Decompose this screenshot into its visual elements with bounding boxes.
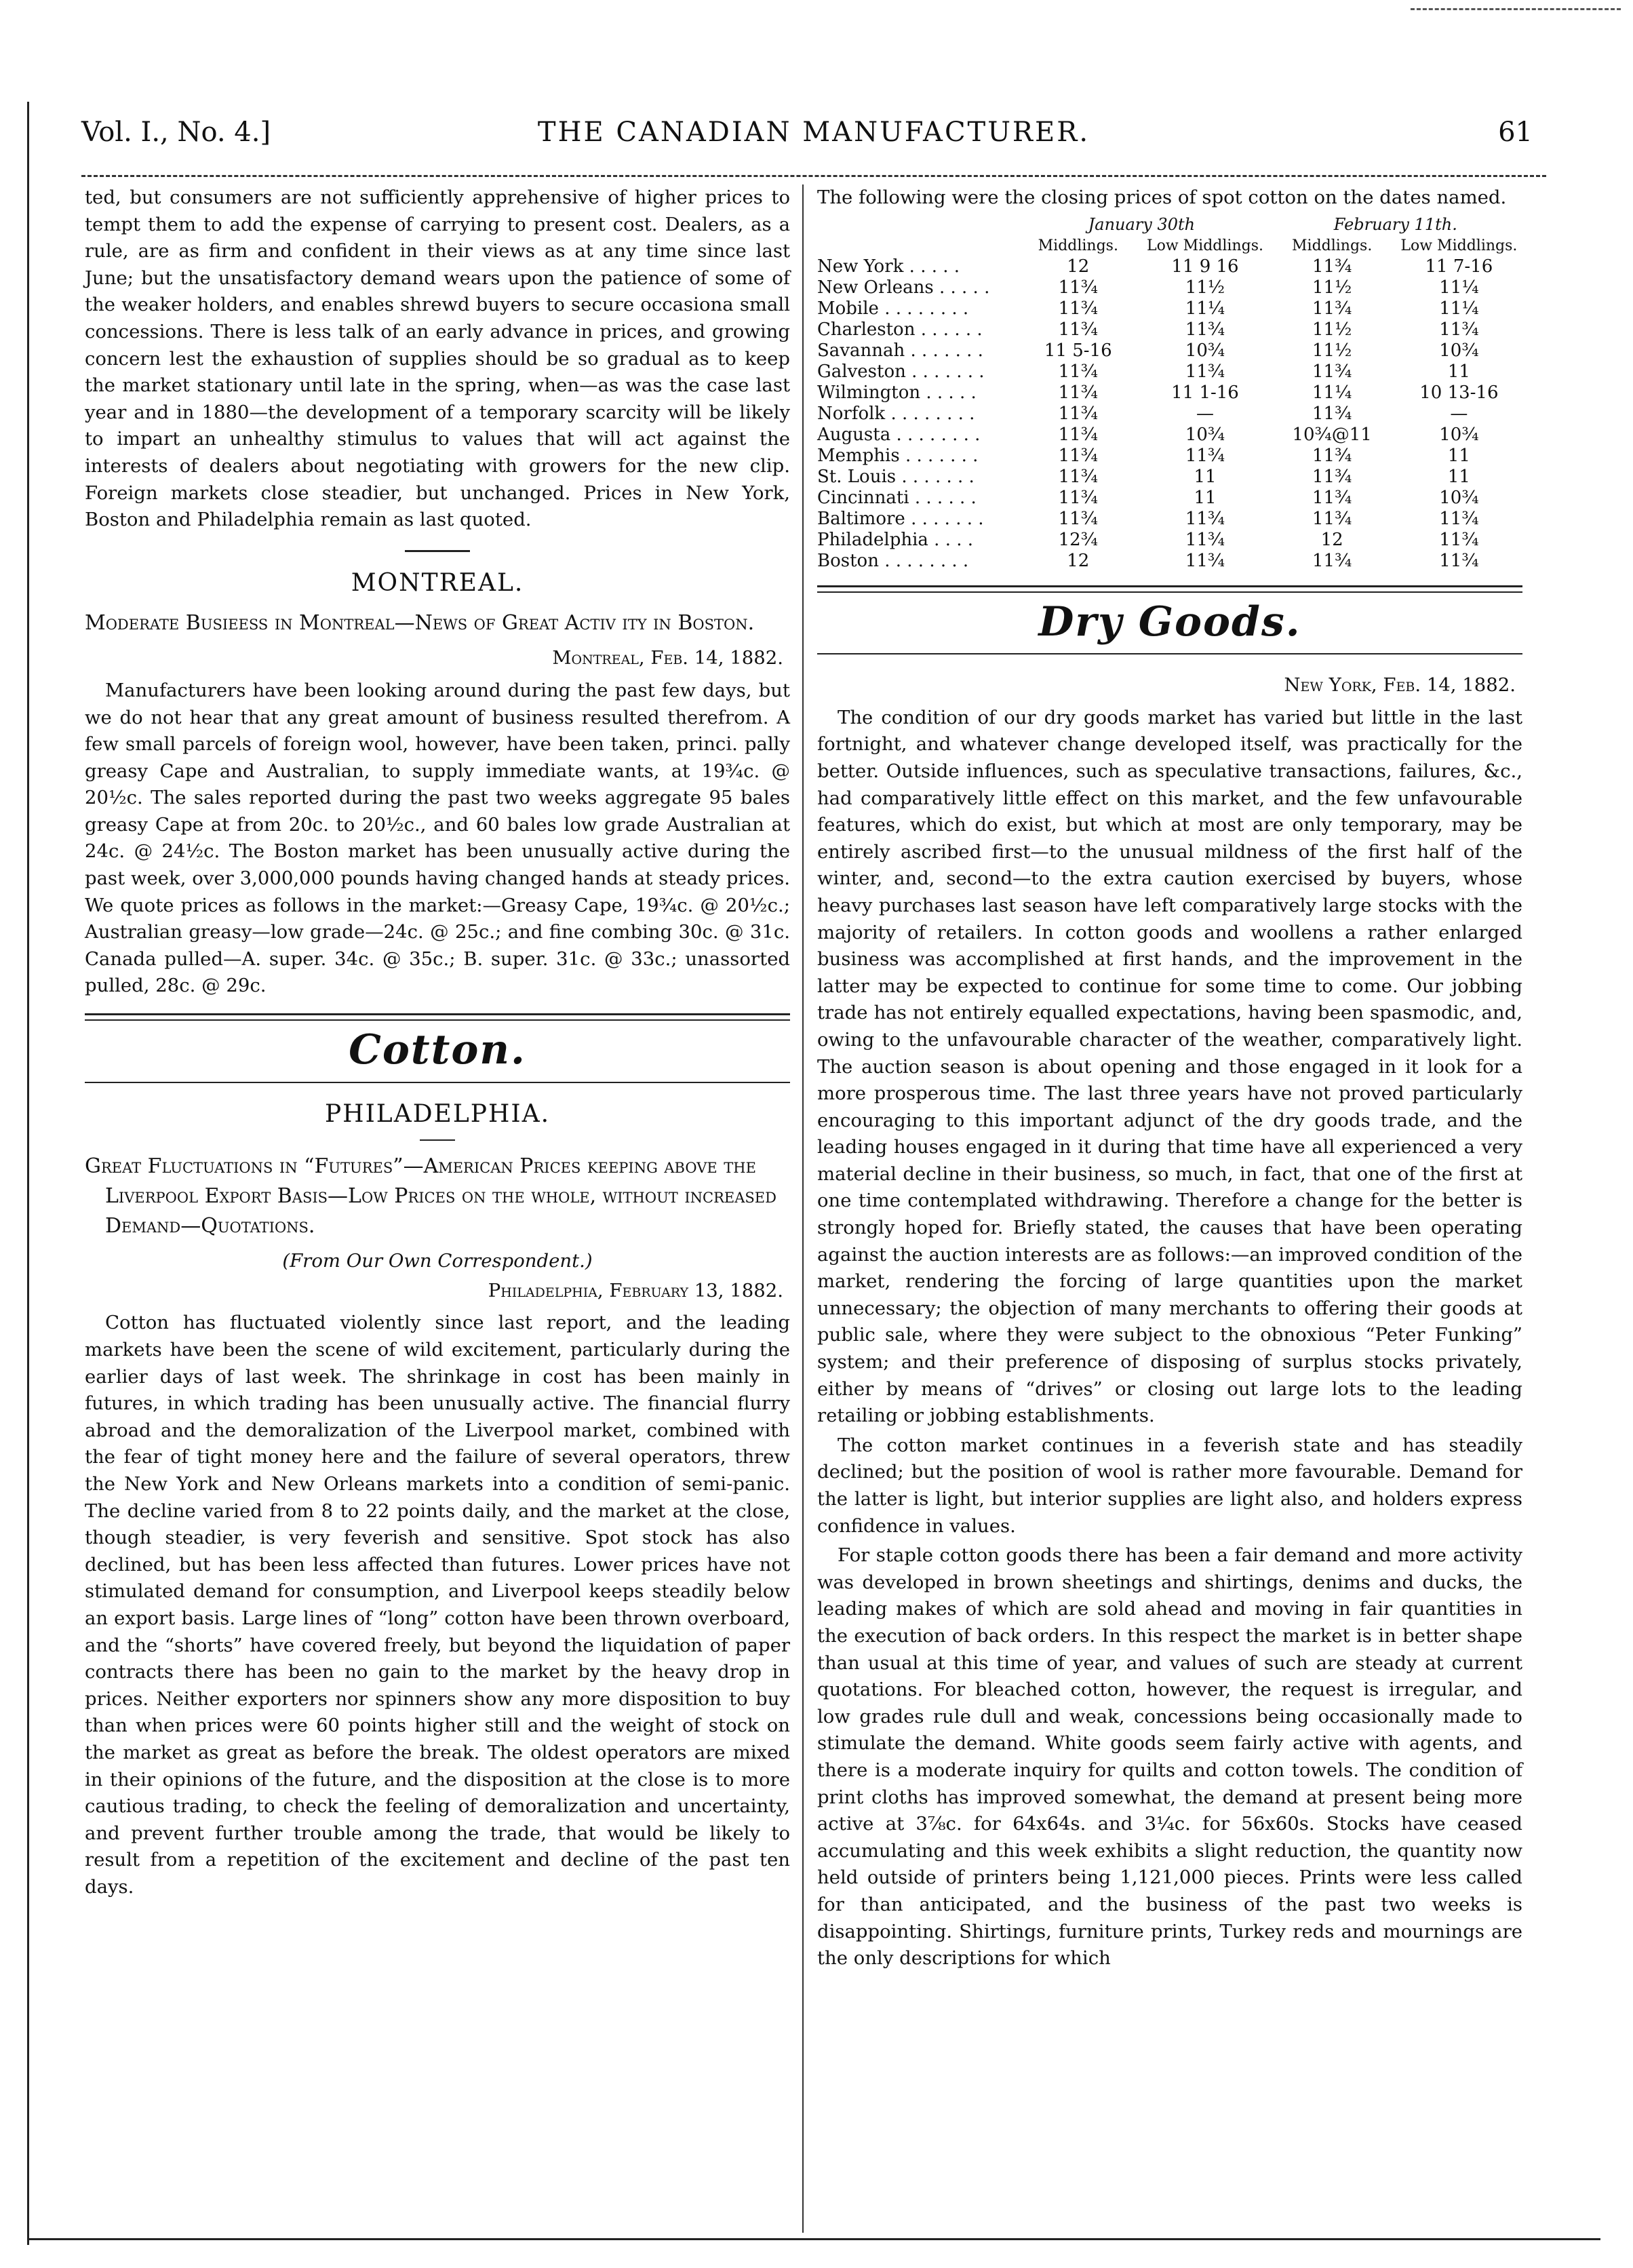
price-cell: 11 5-16 bbox=[1044, 340, 1112, 361]
cotton-heading: Cotton. bbox=[349, 1026, 526, 1074]
table-row bbox=[817, 277, 1522, 298]
section-rule bbox=[817, 585, 1522, 593]
city-cell: Baltimore . . . . . . . bbox=[817, 508, 984, 529]
price-cell: — bbox=[1196, 403, 1214, 424]
right-column bbox=[817, 184, 1522, 1975]
montreal-body: Manufacturers have been looking around during the past few days, but we do not hear that any great amount of business resulted therefrom. A few small parcels of foreign wool, however, have been taken, princi. pally greasy Cape and Australian, to supply immediate wants, at 19¾c. @ 20½c. The sales reported during the past two weeks aggregate 95 bales greasy Cape at from 20c. to 20½c., and 60 bales low grade Australian at 24c. @ 24½c. The Boston market has been unusually active during the past week, over 3,000,000 pounds having changed hands at steady prices. We quote prices as follows in the market:—Greasy Cape, 19¾c. @ 20½c.; Australian greasy—low grade—24c. @ 25c.; and fine combing 30c. @ 31c. Canada pulled—A. super. 34c. @ 35c.; B. super. 31c. @ 33c.; unassorted pulled, 28c. @ 29c. bbox=[85, 679, 790, 997]
city-cell: Philadelphia . . . . bbox=[817, 529, 974, 550]
dry-goods-paragraph: For staple cotton goods there has been a fair demand and more activity was developed in brown sheetings and shirtings, denims and ducks, the leading makes of which are sold ahead and moving in fair quantities in the execution of back orders. In this respect the market is in better shape than usual at this time of year, and values of such are steady at current quotations. For bleached cotton, however, the request is irregular, and low grades rule dull and weak, concessions being occasionally made to stimulate the demand. White goods seem fairly active with agents, and there is a moderate inquiry for quilts and cotton towels. The condition of print cloths has improved somewhat, the demand at present being more active at 3⅞c. for 64x64s. and 3¼c. for 56x60s. Stocks have ceased accumulating and this week exhibits a slight reduction, the quantity now held outside of printers being 1,121,000 pieces. Prints were less called for than anticipated, and the business of the past two weeks is disappointing. Shirtings, furniture prints, Turkey reds and mournings are the only descriptions for which bbox=[817, 1544, 1522, 1970]
city-cell: Boston . . . . . . . . bbox=[817, 550, 969, 571]
price-cell: 11½ bbox=[1185, 277, 1225, 298]
montreal-dateline: Montreal, Feb. 14, 1882. bbox=[552, 647, 783, 669]
price-cell: — bbox=[1450, 403, 1468, 424]
price-cell: 10¾ bbox=[1185, 340, 1225, 361]
dry-goods-dateline: New York, Feb. 14, 1882. bbox=[1284, 674, 1516, 697]
publication-title: THE CANADIAN MANUFACTURER. bbox=[537, 117, 1090, 148]
wool-market-continuation: ted, but consumers are not sufficiently apprehensive of higher prices to tempt them to add the expense of carrying to present cost. Dealers, as a rule, are as firm and confident in their views as at any time since last June; but the unsatisfactory demand wears upon the patience of some of the weaker holders, and enables shrewd buyers to secure occasiona small concessions. There is less talk of an early advance in prices, and growing concern lest the exhaustion of supplies should be so gradual as to keep the market stationary until late in the spring, when—as was the case last year and in 1880—the development of a temporary scarcity will be likely to impart an unhealthy stimulus to values that will act against the interests of dealers about negotiating with growers for the new clip. Foreign markets close steadier, but unchanged. Prices in New York, Boston and Philadelphia remain as last quoted. bbox=[85, 187, 790, 531]
table-row bbox=[817, 319, 1522, 340]
city-cell: Charleston . . . . . . bbox=[817, 319, 983, 340]
price-cell: 11¾ bbox=[1058, 403, 1098, 424]
cotton-prices-intro: The following were the closing prices of spot cotton on the dates named. bbox=[817, 187, 1507, 208]
price-cell: 11¾ bbox=[1058, 361, 1098, 382]
price-cell: 11¾ bbox=[1058, 445, 1098, 466]
price-cell: 11¾ bbox=[1058, 508, 1098, 529]
price-cell: 11¾ bbox=[1312, 487, 1352, 508]
column-header: Middlings. bbox=[1292, 237, 1373, 254]
table-row bbox=[817, 340, 1522, 361]
philadelphia-subhead: Great Fluctuations in “Futures”—American Prices keeping above the Liverpool Export Basis—Low Prices on the whole, without increased Demand—Quotations. bbox=[85, 1154, 776, 1238]
philadelphia-dateline: Philadelphia, February 13, 1882. bbox=[488, 1279, 783, 1302]
table-row bbox=[817, 509, 1522, 530]
city-cell: Augusta . . . . . . . . bbox=[817, 424, 981, 445]
price-cell: 11¾ bbox=[1185, 529, 1225, 550]
price-cell: 10¾ bbox=[1439, 487, 1479, 508]
price-cell: 12¾ bbox=[1058, 529, 1098, 550]
price-cell: 12 bbox=[1067, 550, 1090, 571]
price-cell: 11¾ bbox=[1185, 319, 1225, 340]
price-cell: 11¾ bbox=[1058, 319, 1098, 340]
price-cell: 11¾ bbox=[1312, 466, 1352, 487]
price-cell: 11¾ bbox=[1312, 298, 1352, 319]
price-cell: 12 bbox=[1067, 256, 1090, 277]
city-cell: Memphis . . . . . . . bbox=[817, 445, 979, 466]
price-cell: 11¾ bbox=[1312, 550, 1352, 571]
price-cell: 11¾ bbox=[1185, 361, 1225, 382]
price-cell: 11¼ bbox=[1312, 382, 1352, 403]
price-cell: 11 bbox=[1194, 487, 1217, 508]
price-cell: 10 13-16 bbox=[1419, 382, 1499, 403]
header-rule bbox=[81, 175, 1546, 177]
page-number: 61 bbox=[1498, 117, 1533, 148]
price-cell: 11¾ bbox=[1058, 424, 1098, 445]
price-cell: 11 bbox=[1194, 466, 1217, 487]
price-cell: 11 bbox=[1447, 361, 1470, 382]
table-body bbox=[817, 256, 1522, 572]
date-feb: February 11th. bbox=[1333, 214, 1457, 234]
correspondent-note: (From Our Own Correspondent.) bbox=[282, 1250, 593, 1272]
price-cell: 11 9 16 bbox=[1171, 256, 1239, 277]
city-cell: Mobile . . . . . . . . bbox=[817, 298, 969, 319]
price-cell: 11¾ bbox=[1439, 550, 1479, 571]
price-cell: 11¾ bbox=[1439, 508, 1479, 529]
price-cell: 11¾ bbox=[1439, 319, 1479, 340]
left-column bbox=[85, 184, 790, 1903]
price-cell: 11¼ bbox=[1439, 298, 1479, 319]
section-rule bbox=[85, 1082, 790, 1083]
top-edge-rule bbox=[1411, 8, 1621, 10]
table-row bbox=[817, 298, 1522, 319]
column-header: Low Middlings. bbox=[1146, 237, 1263, 254]
bottom-edge-rule bbox=[27, 2238, 1600, 2240]
table-header-row bbox=[817, 235, 1522, 256]
philadelphia-body: Cotton has fluctuated violently since last report, and the leading markets have been the scene of wild excitement, particularly during the earlier days of last week. The shrinkage in cost has been mainly in futures, in which trading has been unusually active. The financial flurry abroad and the demoralization of the Liverpool market, combined with the fear of tight money here and the failure of several operators, threw the New York and New Orleans markets into a condition of semi-panic. The decline varied from 8 to 22 points daily, and the market at the close, though steadier, is very feverish and sensitive. Spot stock has also declined, but has been less affected than futures. Lower prices have not stimulated demand for consumption, and Liverpool keeps steadily below an export basis. Large lines of “long” cotton have been thrown overboard, and the “shorts” have covered freely, but beyond the liquidation of paper contracts there has been no gain to the market by the heavy drop in prices. Neither exporters nor spinners show any more disposition to buy than when prices were 60 points higher still and the weight of stock on the market as great as before the break. The oldest operators are mixed in their opinions of the future, and the disposition at the close is to more cautious trading, to check the feeling of demoralization and uncertainty, and prevent further trouble among the trade, that would be likely to result from a repetition of the excitement and decline of the past ten days. bbox=[85, 1312, 790, 1898]
price-cell: 11¾ bbox=[1185, 550, 1225, 571]
price-cell: 11 bbox=[1447, 466, 1470, 487]
table-row bbox=[817, 467, 1522, 488]
city-cell: St. Louis . . . . . . . bbox=[817, 466, 975, 487]
price-cell: 11¾ bbox=[1439, 529, 1479, 550]
dry-goods-paragraph: The condition of our dry goods market has varied but little in the last fortnight, and whatever change developed itself, was practically for the better. Outside influences, such as speculative transactions, failures, &c., had comparatively little effect on this market, and the few unfavourable features, which do exist, but which at most are only temporary, may be entirely ascribed first—to the unusual mildness of the first half of the winter, and, second—to the extra caution exercised by buyers, whose heavy purchases last season have left comparatively large stocks with the majority of retailers. In cotton goods and woollens a rather enlarged business was accomplished at first hands, and the improvement in the latter may be expected to continue for some time to come. Our jobbing trade has not entirely equalled expectations, having been spasmodic, and, owing to the unfavourable character of the weather, comparatively light. The auction season is about opening and those engaged in it look for a more prosperous time. The last three years have not proved particularly encouraging to this important adjunct of the dry goods trade, and the leading houses engaged in it during that time have all experienced a very material decline in their business, so much, in fact, that one of the first at one time contemplated withdrawing. Therefore a change for the better is strongly hoped for. Briefly stated, the causes that have been operating against the auction interests are as follows:—an improved condition of the market, rendering the forcing of large quantities upon the market unnecessary; the objection of many merchants to offering their goods at public sale, where they were subject to the obnoxious “Peter Funking” system; and their preference of disposing of surplus stocks privately, either by means of “drives” or closing out large lots to the leading retailing or jobbing establishments. bbox=[817, 706, 1522, 1427]
price-cell: 10¾ bbox=[1185, 424, 1225, 445]
price-cell: 11¾ bbox=[1058, 382, 1098, 403]
price-cell: 12 bbox=[1320, 529, 1343, 550]
volume-number: Vol. I., No. 4.] bbox=[81, 117, 271, 148]
city-cell: Savannah . . . . . . . bbox=[817, 340, 983, 361]
table-row bbox=[817, 488, 1522, 509]
philadelphia-heading: PHILADELPHIA. bbox=[324, 1099, 551, 1128]
column-divider bbox=[802, 184, 804, 2233]
table-row bbox=[817, 551, 1522, 572]
price-cell: 11¾ bbox=[1058, 277, 1098, 298]
dry-goods-heading: Dry Goods. bbox=[1038, 598, 1301, 646]
price-cell: 11¾ bbox=[1185, 445, 1225, 466]
price-cell: 10¾ bbox=[1439, 424, 1479, 445]
price-cell: 10¾ bbox=[1439, 340, 1479, 361]
table-date-row bbox=[817, 214, 1522, 235]
price-cell: 11½ bbox=[1312, 277, 1352, 298]
table-row bbox=[817, 361, 1522, 383]
table-row bbox=[817, 256, 1522, 277]
price-cell: 11¾ bbox=[1058, 466, 1098, 487]
table-row bbox=[817, 404, 1522, 425]
city-cell: Cincinnati . . . . . . bbox=[817, 487, 977, 508]
price-cell: 11¾ bbox=[1312, 445, 1352, 466]
date-jan: January 30th bbox=[1088, 214, 1196, 234]
price-cell: 11¼ bbox=[1185, 298, 1225, 319]
table-row bbox=[817, 530, 1522, 551]
city-cell: Wilmington . . . . . bbox=[817, 382, 977, 403]
page-header bbox=[81, 117, 1546, 157]
section-rule bbox=[85, 1013, 790, 1021]
price-cell: 11¾ bbox=[1185, 508, 1225, 529]
price-cell: 11 bbox=[1447, 445, 1470, 466]
table-row bbox=[817, 446, 1522, 467]
city-cell: Galveston . . . . . . . bbox=[817, 361, 985, 382]
price-cell: 11½ bbox=[1312, 319, 1352, 340]
price-cell: 11¾ bbox=[1058, 298, 1098, 319]
price-cell: 11¾ bbox=[1312, 403, 1352, 424]
price-cell: 11¼ bbox=[1439, 277, 1479, 298]
montreal-heading: MONTREAL. bbox=[351, 568, 524, 597]
section-separator bbox=[405, 550, 470, 552]
city-cell: Norfolk . . . . . . . . bbox=[817, 403, 975, 424]
price-cell: 11¾ bbox=[1312, 256, 1352, 277]
price-cell: 11 7-16 bbox=[1425, 256, 1493, 277]
city-cell: New York . . . . . bbox=[817, 256, 960, 277]
price-cell: 11¾ bbox=[1312, 361, 1352, 382]
section-rule bbox=[817, 653, 1522, 654]
column-header: Middlings. bbox=[1038, 237, 1118, 254]
price-cell: 11 1-16 bbox=[1171, 382, 1239, 403]
price-cell: 11¾ bbox=[1312, 508, 1352, 529]
dry-goods-paragraph: The cotton market continues in a feverish state and has steadily declined; but the position of wool is rather more favourable. Demand for the latter is light, but interior supplies are light also, and holders express confidence in values. bbox=[817, 1434, 1522, 1537]
price-cell: 10¾@11 bbox=[1292, 424, 1372, 445]
montreal-subhead: Moderate Busieess in Montreal—News of Great Activ ity in Boston. bbox=[85, 611, 755, 636]
column-header: Low Middlings. bbox=[1400, 237, 1518, 254]
cotton-prices-table bbox=[817, 214, 1522, 572]
city-cell: New Orleans . . . . . bbox=[817, 277, 990, 298]
table-row bbox=[817, 425, 1522, 446]
left-margin-rule bbox=[27, 102, 29, 2245]
table-row bbox=[817, 383, 1522, 404]
price-cell: 11½ bbox=[1312, 340, 1352, 361]
section-separator bbox=[420, 1139, 455, 1141]
price-cell: 11¾ bbox=[1058, 487, 1098, 508]
